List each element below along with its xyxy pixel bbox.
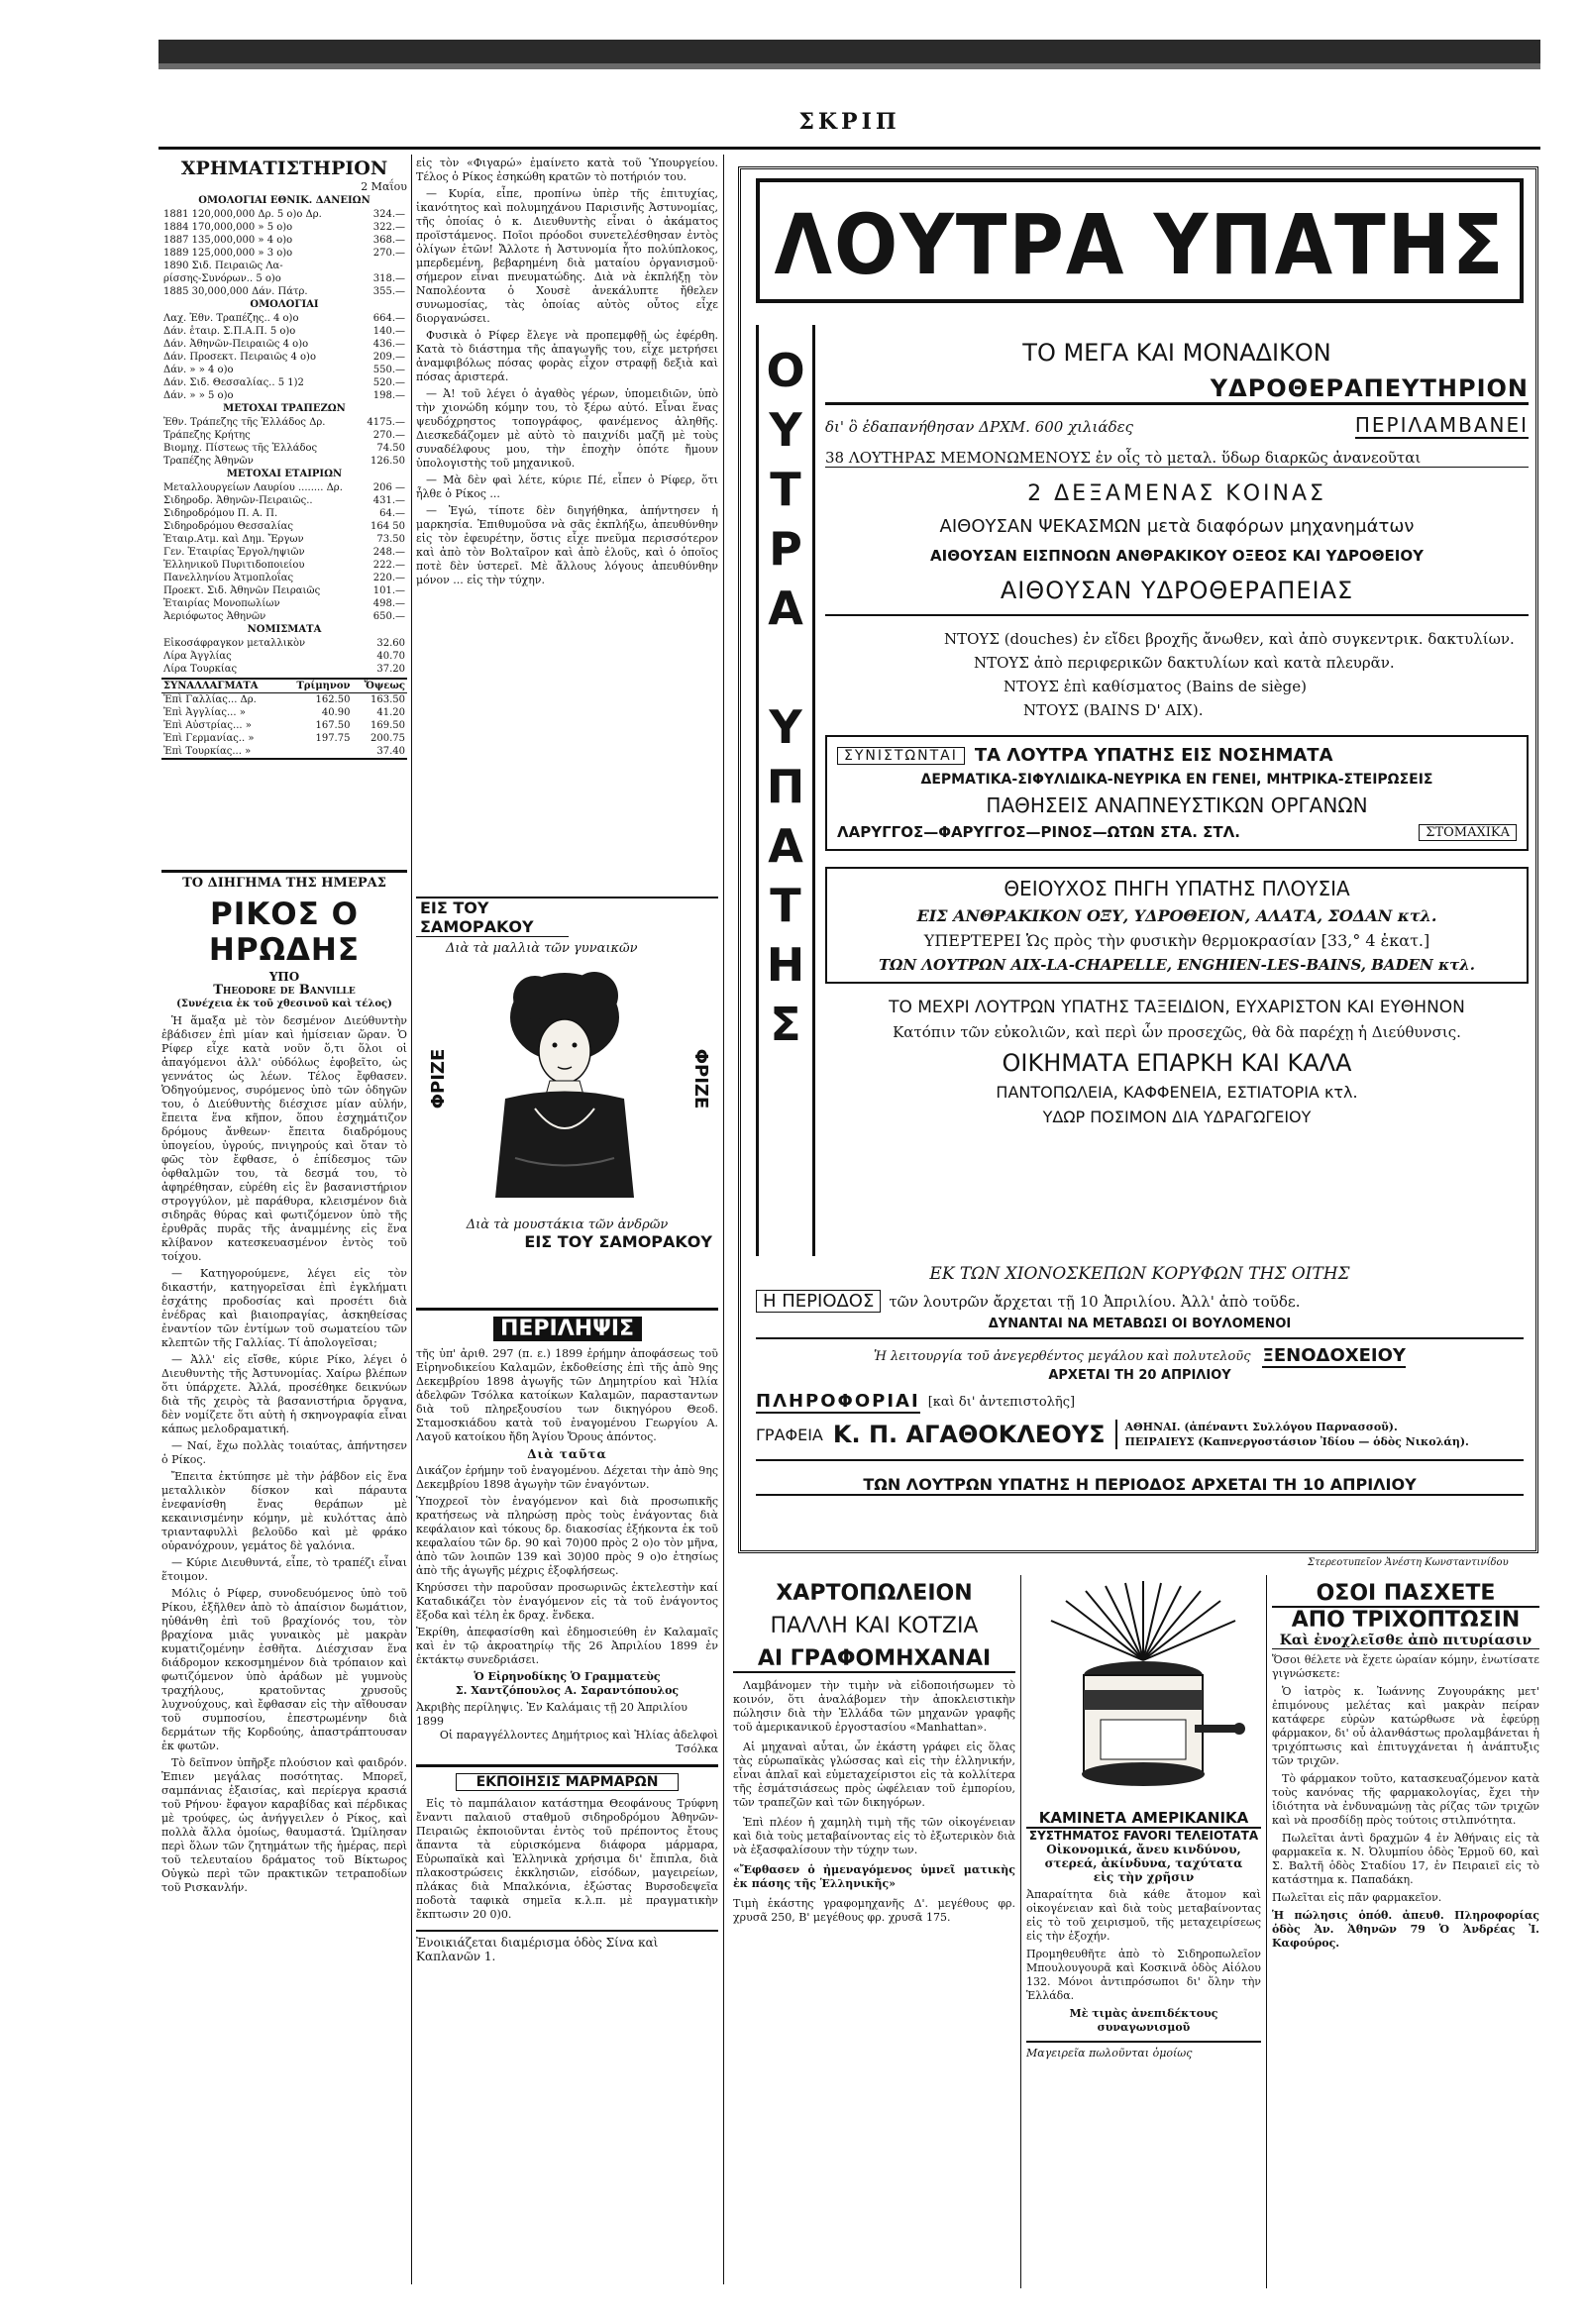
baths-line: Η ΠΕΡΙΟΔΟΣ bbox=[756, 1290, 881, 1313]
prize-label-left: ΦΡΙΖΕ bbox=[428, 1048, 449, 1109]
row-value: 74.50 bbox=[376, 443, 405, 454]
hair-loss-paragraph: Πωλεῖται εἰς πᾶν φαρμακεῖον. bbox=[1272, 1891, 1442, 1904]
hair-loss-paragraph: Τὸ φάρμακον τοῦτο, κατασκευαζόμενον κατὰ τοὺς κανόνας τῆς φαρμακολογίας, ἔχει τὴν ἰδιότητα νὰ ἐνδυναμώνῃ τὰς ρίζας τῶν τριχῶν καὶ νὰ προσδίδῃ πρὸς τούτοις στιλπνότητα. bbox=[1272, 1772, 1539, 1827]
top-band-shadow bbox=[158, 63, 1540, 69]
stove-title: ΚΑΜΙΝΕΤΑ ΑΜΕΡΙΚΑΝΙΚΑ bbox=[1026, 1809, 1261, 1829]
baths-line: 2 ΔΕΞΑΜΕΝΑΣ ΚΟΙΝΑΣ bbox=[1027, 481, 1326, 506]
vertical-letter: Ο bbox=[766, 344, 805, 397]
baths-line: ΝΤΟΥΣ (douches) ἐν εἴδει βροχῆς ἄνωθεν, καὶ ἀπὸ συγκεντρικ. δακτυλίων. bbox=[944, 630, 1515, 648]
row-value: 520.— bbox=[372, 377, 405, 388]
baths-line: ΑΙΘΟΥΣΑΝ ΕΙΣΠΝΟΩΝ ΑΝΘΡΑΚΙΚΟΥ ΟΞΕΟΣ ΚΑΙ ΥΔΡΟΘΕΙΟΥ bbox=[930, 547, 1424, 565]
coins-table bbox=[161, 637, 407, 676]
vertical-letter: Υ bbox=[769, 403, 802, 457]
legal-paragraph: τῆς ὑπ' ἀριθ. 297 (π. ε.) 1899 ἐρήμην ἀποφάσεως τοῦ Εἰρηνοδικείου Καλαμῶν, ἐκδοθείσης ἐπὶ τῆς ἀπὸ 9ης Δεκεμβρίου 1898 ἀγωγῆς τῶν Δημητρίου καὶ Ἠλία ἀδελφῶν Τσόλκα κατοίκων Καλαμῶν, παρασταντων διὰ τοῦ πληρεξουσίου των δικηγόρου Θεοδ. Σταμοσκιάδου κατὰ τοῦ ἐναγομένου Γεωργίου Α. Λαγοῦ κατοίκου ἤδη Ἁγίου Ὄρους ἀπόντος. bbox=[416, 1347, 718, 1443]
row-label: Γεν. Ἑταιρίας Ἐργολ/ηψιῶν bbox=[163, 547, 305, 558]
baths-line: ΣΥΝΙΣΤΩΝΤΑΙ bbox=[837, 747, 965, 765]
table-row bbox=[161, 546, 407, 559]
exchange-title: ΧΡΗΜΑΤΙΣΤΗΡΙΟΝ bbox=[180, 158, 388, 179]
row-value: 206 — bbox=[372, 482, 405, 493]
fx-col-header: Ὄψεως bbox=[364, 681, 405, 691]
row-value: 650.— bbox=[372, 611, 405, 622]
story-paragraph: — Ἐγώ, τίποτε δὲν διηγήθηκα, ἀπήντησεν ἡ μαρκησία. Ἐπιθυμοῦσα νὰ σᾶς ἐκπλήξω, ἀπευθύνθην εἰς τὸν ἐφευρέτην, ὅστις εἶχε πνεῦμα περισσότερον καὶ ἀπὸ τὸν Βολταῖρον καὶ ἀπὸ ἐλοῦς, καὶ ὁ ὁποῖος ποτὲ δὲν ὑστερεῖ. Μὲ ἄλλους λόγους ἀπευθύνθην μόνον ... εἰς τὴν τύχην. bbox=[416, 504, 718, 586]
row-value: 222.— bbox=[372, 560, 405, 571]
row-label: Ἑλληνικοῦ Πυριτιδοποιείου bbox=[163, 560, 305, 571]
hair-loss-title: ΟΣΟΙ ΠΑΣΧΕΤΕ bbox=[1272, 1581, 1539, 1608]
row-label: 1885 30,000,000 Δάν. Πάτρ. bbox=[163, 286, 308, 297]
hair-loss-subtitle: ΑΠΟ ΤΡΙΧΟΠΤΩΣΙΝ bbox=[1291, 1608, 1521, 1633]
story-paragraph: Τὸ δεῖπνον ὑπῆρξε πλούσιον καὶ φαιδρόν. Ἐπιεν μεγάλας ποσότητας. Μπορεῖ, σαμπάνιας ἐξαισίας, καὶ περίεργα κρασιά τοῦ Ρήνου· ἔφαγον καραβίδας καὶ πέρδικας μὲ τρούφες, ὡς ἀνήγγειλεν ὁ Ρίκος, καὶ πολλὰ ἄλλα ὁμοίως, θαυμαστά. Ὡμίλησαν περὶ ὅλων τῶν ζητημάτων τῆς ἡμέρας, περὶ τοῦ τελευταίου δράματος τοῦ Βίκτωρος Οὐγκὼ περὶ τῶν πρακτικῶν τετραποδίων τοῦ Ρισκανλήν. bbox=[161, 1756, 407, 1894]
legal-summary-title: ΠΕΡΙΛΗΨΙΣ bbox=[493, 1317, 642, 1341]
story-paragraph: Μόλις ὁ Ρίφερ, συνοδευόμενος ὑπὸ τοῦ Ρίκου, ἐξῆλθεν ἀπὸ τὸ ἀπαίσιον δωμάτιον, ηὑθάνθη ἐπὶ τοῦ βραχίονός του, τὸν βραχίονα μιᾶς γυναικὸς μὲ μακρὰν κυματιζομένην ἐσθῆτα. Διέσχισαν ἕνα διάδρομον κεκοσμημένον διὰ τρόπαιον καὶ φωτιζόμενον ὑπὸ ἀράδων μὲ γυμνοὺς τραχήλους, κρατοῦντας χρυσοῦς λυχνούχους, καὶ ἔφθασαν εἰς τὴν αἴθουσαν τοῦ συμποσίου, ἐπεστρωμένην διὰ δερμάτων τῆς Κορδούης, ἀπαστράπτουσαν ἐκ φωτῶν. bbox=[161, 1587, 407, 1752]
row-label: Βιομηχ. Πίστεως τῆς Ἑλλάδος bbox=[163, 443, 318, 454]
story-paragraph: — Ἀ! τοῦ λέγει ὁ ἀγαθὸς γέρων, ὑπομειδιῶν, ὑπὸ τὴν χιονώδη κόμην του, τὸ ξέρω αὐτό. Εἶναι ἕνας ψευδόχρηστος τοπογράφος, φανέμενος ἀληθῆς. Διεσκεδάζομεν μὲ αὐτὸ τὸ παιχνίδι μαζῆ μὲ τοὺς συναδέλφους μου, τὴν ἐποχὴν ὁπότε ἤμουν ὑπολογιστὴς τοῦ μηχανικοῦ. bbox=[416, 387, 718, 470]
table-row bbox=[161, 481, 407, 494]
legal-paragraph: Ἐκρίθη, ἀπεφασίσθη καὶ ἐδημοσιεύθη ἐν Καλαμαῖς καὶ ἐν τῷ ἀκροατηρίῳ τῆς 26 Ἀπριλίου 1899 ἐν ἐκτάκτῳ συνεδριάσει. bbox=[416, 1626, 718, 1666]
baths-line: ΤΟ ΜΕΧΡΙ ΛΟΥΤΡΩΝ ΥΠΑΤΗΣ ΤΑΞΕΙΔΙΟΝ, ΕΥΧΑΡΙΣΤΟΝ ΚΑΙ ΕΥΘΗΝΟΝ bbox=[889, 998, 1465, 1017]
auction-title: ΕΚΠΟΙΗΣΙΣ ΜΑΡΜΑΡΩΝ bbox=[456, 1773, 679, 1791]
fx-col-header: Τρίμηνον bbox=[296, 681, 351, 691]
story-title: ΡΙΚΟΣ Ο ΗΡΩΔΗΣ bbox=[208, 897, 361, 968]
row-label: Τραπέζης Ἀθηνῶν bbox=[163, 456, 254, 467]
row-value: 41.20 bbox=[376, 707, 405, 718]
row-value: 40.90 bbox=[321, 707, 351, 718]
legal-signers-titles: Ὁ Εἰρηνοδίκης Ὁ Γραμματεὺς bbox=[474, 1670, 661, 1683]
row-label: Δάν. Σιδ. Θεσσαλίας.. 5 1)2 bbox=[163, 377, 304, 388]
table-row bbox=[161, 234, 407, 247]
baths-line: ΥΔΡΟΘΕΡΑΠΕΥΤΗΡΙΟΝ bbox=[825, 374, 1529, 405]
vertical-letter: Σ bbox=[770, 998, 801, 1051]
baths-line: ΔΕΡΜΑΤΙΚΑ-ΣΙΦΥΛΙΔΙΚΑ-ΝΕΥΡΙΚΑ ΕΝ ΓΕΝΕΙ, ΜΗΤΡΙΚΑ-ΣΤΕΙΡΩΣΕΙΣ bbox=[920, 772, 1433, 788]
row-label: Σιδηροδρόμου Θεσσαλίας bbox=[163, 521, 293, 532]
stationery-paragraph: «Ἔφθασεν ὁ ἠμεναγόμενος ὑμνεῖ ματικὴς ἐκ πάσης τῆς Ἑλληνικῆς» bbox=[733, 1863, 1015, 1890]
row-label: Τράπεζης Κρήτης bbox=[163, 430, 251, 441]
row-label: Εἰκοσάφραγκον μεταλλικὸν bbox=[163, 638, 306, 649]
table-row bbox=[161, 584, 407, 597]
table-row bbox=[161, 520, 407, 533]
legal-summary bbox=[416, 1308, 718, 2288]
baths-line: ΓΡΑΦΕΙΑ bbox=[756, 1425, 823, 1444]
table-row bbox=[161, 732, 407, 745]
row-label: Λαχ. Ἐθν. Τραπέζης.. 4 ο)ο bbox=[163, 313, 299, 324]
story-paragraph: Ἡ ἅμαξα μὲ τὸν δεσμένον Διεύθυντὴν ἐβάδισεν ἐπὶ μίαν καὶ ἡμίσειαν ὥραν. Ὁ Ρίφερ εἶχε κατὰ νοῦν ὅ,τι ὅλοι οἱ ἀπαγόμενοι ἀλλ' οὐδόλως ἐφοβεῖτο, ὡς γεννάτος ὡς λέων. Τέλος ἔφθασεν. Ὁδηγούμενος, συρόμενος ὑπὸ τῶν ὁδηγῶν του, ὁ Διεύθυντὴς διέσχισε μίαν αὐλήν, ἔπειτα ἕνα κῆπον, ὅπου ἐσχημάτιζον δρόμους ἄνθεων· ἔπειτα διαδρόμους ὑπογείου, ὑγρούς, πνιγηρούς καὶ ὅταν τὸ φῶς τὸν ἔφθασε, ὁ ἐπίδεσμος τῶν ὀφθαλμῶν του, τὰ δεσμά του, τὸ ἀφηρέθησαν, εὑρέθη εἰς ἓν βασανιστήριον στρογγύλον, μὲ παράθυρα, κλεισμένον διὰ σιδηρᾶς θύρας καὶ φωτιζόμενον ὑπὸ τῆς ἐρυθρᾶς πυρᾶς τῆς ἀναμμένης εἰς ἕνα κλίβανον κατεσκευασμένον ἐντὸς τοῦ τοίχου. bbox=[161, 1014, 407, 1263]
baths-line: ΑΙΘΟΥΣΑΝ ΨΕΚΑΣΜΩΝ μετὰ διαφόρων μηχανημάτων bbox=[939, 516, 1415, 537]
row-label: Ἐπὶ Αὐστρίας... » bbox=[163, 720, 252, 731]
stove-features: Οἰκονομικά, ἄνευ κινδύνου, στερεά, ἀκίνδυνα, ταχύτατα bbox=[1044, 1843, 1243, 1870]
baths-line: ΝΤΟΥΣ (BAINS D' AIX). bbox=[1023, 701, 1204, 719]
legal-commissioners: Οἱ παραγγέλλοντες Δημήτριος καὶ Ἠλίας ἀδελφοὶ Τσόλκα bbox=[439, 1729, 718, 1755]
baths-line: ΑΙΘΟΥΣΑΝ ΥΔΡΟΘΕΡΑΠΕΙΑΣ bbox=[1000, 577, 1354, 604]
stationery-owners: ΠΑΛΛΗ ΚΑΙ ΚΟΤΖΙΑ bbox=[770, 1614, 979, 1638]
story-rule bbox=[161, 870, 407, 873]
row-value: 209.— bbox=[372, 352, 405, 363]
hair-loss-paragraph: Ὅσοι θέλετε νὰ ἔχετε ὡραίαν κόμην, ἐνωτίσατε γιγνώσκετε: bbox=[1272, 1653, 1539, 1680]
row-value: 32.60 bbox=[376, 638, 405, 649]
row-value: 101.— bbox=[372, 585, 405, 596]
table-row bbox=[161, 572, 407, 584]
hair-loss-paragraph: Ὁ ἰατρὸς κ. Ἰωάννης Ζυγουράκης μετ' ἐπιμόνους μελέτας καὶ μακρὰν πείραν κατάφερε εὑρὼν κατώρθωσε νὰ ἐφεύρῃ φάρμακον, δι' οὗ ἀλανθάστως προλαμβάνεται ἡ τριχόπτωσις καὶ ἐπιτυγχάνεται ἡ ἀνάπτυξις τῶν τριχῶν. bbox=[1272, 1685, 1539, 1767]
table-row bbox=[161, 507, 407, 520]
story-paragraph: Φυσικὰ ὁ Ρίφερ ἔλεγε νὰ προπεμφθῇ ὡς ἐφέρθη. Κατὰ τὸ διάστημα τῆς ἀπαγωγῆς του, εἶχε μετρήσει ἀναμφιβόλως πόσας φορὰς εἶχον στραφῇ δεξιὰ καὶ πόσας ἀριστερά. bbox=[416, 329, 718, 383]
row-value: 167.50 bbox=[315, 720, 351, 731]
row-label: 1881 120,000,000 Δρ. 5 ο)ο Δρ. bbox=[163, 209, 322, 220]
row-value: 164 50 bbox=[370, 521, 405, 532]
table-row bbox=[161, 364, 407, 376]
row-label: Ἑταιρίας Μονοπωλίων bbox=[163, 598, 280, 609]
row-value: 197.75 bbox=[315, 733, 351, 744]
baths-line: ΤΩΝ ΛΟΥΤΡΩΝ AIX-LA-CHAPELLE, ENGHIEN-LES-BAINS, BADEN κτλ. bbox=[878, 956, 1476, 974]
row-value: 200.75 bbox=[370, 733, 405, 744]
row-value: 248.— bbox=[372, 547, 405, 558]
row-value: 169.50 bbox=[370, 720, 405, 731]
legal-paragraph: Κηρύσσει τὴν παροῦσαν προσωρινῶς ἐκτελεστὴν καί Καταδικάζει τὸν ἐναγόμενον εἰς τὰ τοῦ ἐνάγοντος ἔξοδα καὶ τέλη ἐκ δραχ. ἕνδεκα. bbox=[416, 1581, 718, 1622]
vertical-letter: Τ bbox=[770, 463, 801, 516]
row-value: 73.50 bbox=[376, 534, 405, 545]
stationery-title: ΧΑΡΤΟΠΩΛΕΙΟΝ bbox=[776, 1581, 973, 1606]
top-dark-band bbox=[158, 40, 1540, 63]
baths-line: ΟΙΚΗΜΑΤΑ ΕΠΑΡΚΗ ΚΑΙ ΚΑΛΑ bbox=[1002, 1049, 1352, 1077]
table-row bbox=[161, 351, 407, 364]
table-row bbox=[161, 693, 407, 707]
baths-line: ΕΙΣ ΑΝΘΡΑΚΙΚΟΝ ΟΞΥ, ΥΔΡΟΘΕΙΟΝ, ΑΛΑΤΑ, ΣΟΔΑΝ κτλ. bbox=[916, 906, 1437, 925]
story-continuation bbox=[416, 157, 718, 890]
baths-line: ΝΤΟΥΣ ἐπὶ καθίσματος (Bains de siège) bbox=[1004, 678, 1307, 695]
legal-certification: Ἀκριβὴς περίληψις. Ἐν Καλάμαις τῇ 20 Ἀπριλίου 1899 bbox=[416, 1701, 687, 1728]
story-by: ΥΠΟ bbox=[268, 970, 300, 984]
stationery-paragraph: Τιμὴ ἑκάστης γραφομηχανῆς Δ'. μεγέθους φρ. χρυσᾶ 250, Β' μεγέθους φρ. χρυσᾶ 175. bbox=[733, 1897, 1015, 1924]
masthead: ΣΚΡΙΠ bbox=[798, 109, 900, 135]
stove-system: ΣΥΣΤΗΜΑΤΟΣ FAVORI ΤΕΛΕΙΟΤΑΤΑ bbox=[1028, 1829, 1259, 1843]
vertical-letter: Ρ bbox=[769, 522, 802, 576]
baths-line: ΠΛΗΡΟΦΟΡΙΑΙ bbox=[756, 1391, 920, 1412]
row-value: 37.20 bbox=[376, 664, 405, 675]
row-label: Δάν. » » 4 ο)ο bbox=[163, 365, 234, 375]
row-value: 270.— bbox=[372, 430, 405, 441]
baths-line: Ἡ λειτουργία τοῦ ἀνεγερθέντος μεγάλου καὶ πολυτελοῦς bbox=[874, 1349, 1251, 1364]
baths-line: ΛΑΡΥΓΓΟΣ—ΦΑΡΥΓΓΟΣ—ΡΙΝΟΣ—ΩΤΩΝ ΣΤΑ. ΣΤΛ. bbox=[837, 823, 1240, 841]
baths-line: τῶν λουτρῶν ἄρχεται τῇ 10 Ἀπριλίου. Ἀλλ' ἀπὸ τοῦδε. bbox=[889, 1292, 1301, 1311]
baths-line: ΥΠΕΡΤΕΡΕΙ Ὡς πρὸς τὴν φυσικὴν θερμοκρασίαν [33,° 4 ἑκατ.] bbox=[923, 931, 1430, 950]
table-row bbox=[161, 559, 407, 572]
recommended-box bbox=[825, 735, 1529, 851]
baths-line: 38 ΛΟΥΤΗΡΑΣ ΜΕΜΟΝΩΜΕΝΟΥΣ ἐν οἷς τὸ μεταλ. ὕδωρ διαρκῶς ἀνανεοῦται bbox=[825, 449, 1529, 468]
row-value bbox=[363, 260, 407, 272]
row-value: 163.50 bbox=[370, 694, 405, 705]
exchange-date: 2 Μαΐου bbox=[361, 180, 407, 193]
row-label: Σιδηροδρ. Ἀθηνῶν-Πειραιῶς.. bbox=[163, 495, 313, 506]
hair-ad-footer: Διὰ τὰ μουστάκια τῶν ἀνδρῶν bbox=[466, 1217, 669, 1232]
stationery-ad bbox=[733, 1581, 1015, 2284]
row-label: Ἐπὶ Τουρκίας... » bbox=[163, 746, 252, 757]
baths-line: δι' ὃ ἐδαπανήθησαν ΔΡΧΜ. 600 χιλιάδες bbox=[825, 418, 1134, 436]
vertical-letter: Α bbox=[768, 819, 803, 873]
row-value: 198.— bbox=[372, 390, 405, 401]
row-value bbox=[282, 745, 353, 759]
bonds-table bbox=[161, 208, 407, 298]
story-author: Theodore de Banville bbox=[213, 983, 356, 998]
row-value: 318.— bbox=[372, 273, 405, 284]
table-row bbox=[161, 650, 407, 663]
row-label: ρίσσης-Συνόρων.. 5 ο)ο bbox=[163, 273, 281, 284]
story-paragraph: — Μὰ δὲν φαὶ λέτε, κύριε Πέ, εἶπεν ὁ Ρίφερ, ὅτι ἦλθε ὁ Ρίκος ... bbox=[416, 474, 718, 500]
row-label: Λίρα Τουρκίας bbox=[163, 664, 238, 675]
stove-ad bbox=[1026, 1581, 1261, 2284]
masthead-rule bbox=[158, 147, 1540, 150]
row-label: Μεταλλουργείων Λαυρίου ........ Δρ. bbox=[163, 482, 343, 493]
table-row bbox=[161, 285, 407, 298]
baths-ad-lower bbox=[756, 1264, 1524, 1496]
stove-usage: εἰς τὴν χρῆσιν bbox=[1093, 1870, 1195, 1884]
table-row bbox=[161, 455, 407, 468]
row-value: 126.50 bbox=[370, 456, 405, 467]
row-label: Ἀεριόφωτος Ἀθηνῶν bbox=[163, 611, 266, 622]
baths-line: ΕΚ ΤΩΝ ΧΙΟΝΟΣΚΕΠΩΝ ΚΟΡΥΦΩΝ ΤΗΣ ΟΙΤΗΣ bbox=[929, 1264, 1350, 1284]
stationery-paragraph: Αἱ μηχαναὶ αὗται, ὧν ἑκάστη γράφει εἰς ὅλας τὰς εὐρωπαϊκὰς γλώσσας καὶ εἰς τὴν ἑλληνικήν, εἶναι ἁπλαῖ καὶ εὐμεταχείριστοι εἰς τὰ κολλίτερα τῆς ἐσμάτσιάσεως πρὸς ὠφέλειαν τοῦ ἐμπορίου, τῶν τραπεζῶν καὶ τῶν δικηγόρων. bbox=[733, 1741, 1015, 1809]
row-value: 64.— bbox=[379, 508, 405, 519]
row-label: Ἑταιρ.Ατμ. καὶ Δημ. Ἔργων bbox=[163, 534, 304, 545]
row-label: Ἐπὶ Ἀγγλίας... » bbox=[163, 707, 246, 718]
baths-line: ΝΤΟΥΣ ἀπὸ περιφερικῶν δακτυλίων καὶ κατὰ πλευρᾶν. bbox=[974, 654, 1395, 672]
stationery-product: ΑΙ ΓΡΑΦΟΜΗΧΑΝΑΙ bbox=[733, 1646, 1015, 1673]
baths-ad bbox=[738, 166, 1538, 1553]
table-row bbox=[161, 260, 407, 272]
exchange-section-banks: ΜΕΤΟΧΑΙ ΤΡΑΠΕΖΩΝ bbox=[223, 403, 346, 414]
table-row bbox=[161, 442, 407, 455]
exchange-section-companies: ΜΕΤΟΧΑΙ ΕΤΑΙΡΙΩΝ bbox=[226, 469, 343, 479]
row-value: 431.— bbox=[372, 495, 405, 506]
vertical-letter: Τ bbox=[770, 879, 801, 932]
exchange-section-oblig: ΟΜΟΛΟΓΙΑΙ bbox=[250, 299, 319, 310]
baths-line: ΠΕΡΙΛΑΜΒΑΝΕΙ bbox=[1354, 413, 1529, 437]
column-divider-2 bbox=[723, 155, 724, 2284]
table-row bbox=[161, 247, 407, 260]
row-label: 1884 170,000,000 » 5 ο)ο bbox=[163, 222, 293, 233]
stereotype-credit: Στερεοτυπεῖον Ἀνέστη Κωνσταντινίδου bbox=[1308, 1557, 1509, 1568]
table-row bbox=[161, 745, 407, 759]
stationery-paragraph: Ἐπὶ πλέον ἡ χαμηλὴ τιμὴ τῆς τῶν οἰκογένειαν καὶ διὰ τοὺς μεταβαίνοντας εἰς τὸ ἐξωτερικὸν διὰ νὰ ἐξασφαλίσουν τὴν τύχην των. bbox=[733, 1816, 1015, 1856]
row-label: Δάν. ἑταιρ. Σ.Π.Α.Π. 5 ο)ο bbox=[163, 326, 296, 337]
baths-line: ΔΥΝΑΝΤΑΙ ΝΑ ΜΕΤΑΒΩΣΙ ΟΙ ΒΟΥΛΟΜΕΝΟΙ bbox=[988, 1317, 1292, 1331]
row-label: 1890 Σιδ. Πειραιῶς Λα- bbox=[163, 261, 283, 271]
baths-ad-title: ΛΟΥΤΡΑ ΥΠΑΤΗΣ bbox=[756, 178, 1524, 303]
vertical-letter: Η bbox=[766, 938, 805, 992]
story-paragraph: — Κυρία, εἶπε, προπίνω ὑπὲρ τῆς ἐπιτυχίας, ἱκανότητος καὶ πολυμηχάνου Παρισινῆς Ἀστυνομίας, τῆς ὁποίας ὁ κ. Διευθυντὴς εἶναι ὁ ἀκάματος προϊστάμενος. Ποῖοι πρόοδοι συνετελέσθησαν ἐντὸς ὀλίγων ἐτῶν! Ἄλλοτε ἡ Ἀστυνομία ἦτο πολύπλοκος, μπερδεμένη, βεβαρημένη διὰ ματαίου ὀργανισμοῦ· σήμερον εἶναι πνευματώδης. Διὰ νὰ ἐκπλήξῃ τὸν Ναπολέοντα ὁ Χουσὲ ἀνεκάλυπτε ἤθελεν συνωμοσίας, τὰς ὁποίας αὐτὸς οὗτος εἶχε διοργανώσει. bbox=[416, 187, 718, 325]
table-row bbox=[161, 706, 407, 719]
vertical-letter: Υ bbox=[769, 700, 802, 754]
row-value: 322.— bbox=[372, 222, 405, 233]
row-value: 40.70 bbox=[376, 651, 405, 662]
story-paragraph: — Ναί, ἔχω πολλὰς τοιαύτας, ἀπήντησεν ὁ Ρίκος. bbox=[161, 1439, 407, 1466]
row-label: Σιδηροδρόμου Π. Α. Π. bbox=[163, 508, 278, 519]
table-row bbox=[161, 610, 407, 623]
baths-vertical-title bbox=[756, 325, 815, 1256]
stove-paragraph: Ἀπαραίτητα διὰ κάθε ἄτομον καὶ οἰκογένειαν καὶ διὰ τοὺς μεταβαίνοντας εἰς τὸ τοῦ χειρισμοῦ, τῆς μεταχειρίσεως εἰς τὴν ἐξοχήν. bbox=[1026, 1888, 1261, 1943]
hair-loss-condition: Καὶ ἐνοχλεῖσθε ἀπὸ πιτυρίασιν bbox=[1272, 1633, 1539, 1649]
exchange-section bbox=[161, 157, 407, 760]
baths-line: ΑΡΧΕΤΑΙ ΤΗ 20 ΑΠΡΙΛΙΟΥ bbox=[1048, 1368, 1231, 1383]
row-value: 550.— bbox=[372, 365, 405, 375]
rental-notice: Ἐνοικιάζεται διαμέρισμα ὁδὸς Σίνα καὶ Καπλανῶν 1. bbox=[416, 1936, 659, 1963]
story-section bbox=[161, 870, 407, 2276]
row-label: Ἐπὶ Γαλλίας... Δρ. bbox=[163, 694, 257, 705]
fx-table bbox=[161, 678, 407, 760]
baths-line: ΑΘΗΝΑΙ. (ἀπέναντι Συλλόγου Παρνασσοῦ). bbox=[1124, 1421, 1398, 1433]
fx-col-header: ΣΥΝΑΛΛΑΓΜΑΤΑ bbox=[163, 681, 259, 691]
hair-loss-paragraph: Ἡ πώλησις ὁπόθ. ἀπευθ. Πληροφορίας ὁδὸς Ἀν. Ἀθηνῶν 79 Ὁ Ἀνδρέας Ἰ. Καφούρος. bbox=[1272, 1909, 1539, 1950]
baths-line: ΘΕΙΟΥΧΟΣ ΠΗΓΗ ΥΠΑΤΗΣ ΠΛΟΥΣΙΑ bbox=[1004, 877, 1350, 900]
table-row bbox=[161, 376, 407, 389]
table-row bbox=[161, 338, 407, 351]
stove-paragraph: Προμηθευθῆτε ἀπὸ τὸ Σιδηροπωλεῖον Μπουλουγουρᾶ καὶ Κοσκινᾶ ὁδὸς Αἰόλου 132. Μόνοι ἀντιπρόσωποι δι' ὅλην τὴν Ἑλλάδα. bbox=[1026, 1948, 1261, 2002]
baths-line: ΠΑΘΗΣΕΙΣ ΑΝΑΠΝΕΥΣΤΙΚΩΝ ΟΡΓΑΝΩΝ bbox=[986, 793, 1368, 817]
baths-line: ΤΩΝ ΛΟΥΤΡΩΝ ΥΠΑΤΗΣ Η ΠΕΡΙΟΔΟΣ ΑΡΧΕΤΑΙ ΤΗ 10 ΑΠΡΙΛΙΟΥ bbox=[756, 1475, 1524, 1496]
story-kicker: ΤΟ ΔΙΗΓΗΜΑ ΤΗΣ ΗΜΕΡΑΣ bbox=[182, 876, 386, 891]
row-value: 368.— bbox=[372, 235, 405, 246]
table-row bbox=[161, 272, 407, 285]
legal-paragraph: Ὑποχρεοῖ τὸν ἐναγόμενον καὶ διὰ προσωπικῆς κρατήσεως νὰ πληρώσῃ πρὸς τοὺς ἐνάγοντας διὰ κεφάλαιον καὶ τόκους δρ. διακοσίας ἑξήκοντα ἐκ τοῦ κεφαλαίου τῶν δρ. 90 καὶ 70)00 πρὸς 2 ο)ο τὸν μῆνα, ἀπὸ τῶν λοιπῶν 139 καὶ 30)00 πρὸς 9 ο)ο ἐτησίως ἀπὸ τῆς ἀγωγῆς μέχρις ἐξοφλήσεως. bbox=[416, 1495, 718, 1577]
table-row bbox=[161, 719, 407, 732]
row-label: Δάν. Ἀθηνῶν-Πειραιῶς 4 ο)ο bbox=[163, 339, 309, 350]
hair-ad bbox=[416, 897, 718, 1293]
companies-table bbox=[161, 481, 407, 623]
baths-line: Κ. Π. ΑΓΑΘΟΚΛΕΟΥΣ bbox=[832, 1421, 1106, 1448]
table-row bbox=[161, 389, 407, 402]
baths-line: ΤΑ ΛΟΥΤΡΑ ΥΠΑΤΗΣ ΕΙΣ ΝΟΣΗΜΑΤΑ bbox=[974, 745, 1333, 766]
row-label: Ἐπὶ Γερμανίας.. » bbox=[163, 733, 255, 744]
auction-text: Εἰς τὸ παμπάλαιον κατάστημα Θεοφάνους Τρύφνη ἔναντι παλαιοῦ σταθμοῦ σιδηροδρόμου Ἀθηνῶν-Πειραιῶς ἐκποιοῦνται ἐντὸς τοῦ πρέποντος ἔτους ἅπαντα τὰ εὑρισκόμενα διάφορα μάρμαρα, Εὐρωπαϊκὰ καὶ Ἑλληνικὰ χρήσιμα δι' ἔπιπλα, διὰ πλακοστρώσεις ἐκκλησιῶν, εἰσόδων, μαγειρείων, πλάκας διὰ Μπαλκόνια, ἐξώστας Βυρσοδεψεῖα ποδοτὰ ταφικὰ σημεῖα κ.λ.π. μὲ πραγματικὴν ἔκπτωσιν 20 0)0. bbox=[416, 1797, 718, 1921]
bottom-divider-1 bbox=[1020, 1575, 1021, 2288]
exchange-section-coins: ΝΟΜΙΣΜΑΤΑ bbox=[247, 624, 322, 635]
baths-line: ΥΔΩΡ ΠΟΣΙΜΟΝ ΔΙΑ ΥΔΡΑΓΩΓΕΙΟΥ bbox=[1042, 1108, 1312, 1126]
table-row bbox=[161, 221, 407, 234]
story-note: (Συνέχεια ἐκ τοῦ χθεσινοῦ καὶ τέλος) bbox=[176, 999, 392, 1009]
baths-line: [καὶ δι' ἀντεπιστολῆς] bbox=[927, 1395, 1076, 1410]
baths-line: ΠΑΝΤΟΠΩΛΕΙΑ, ΚΑΦΦΕΝΕΙΑ, ΕΣΤΙΑΤΟΡΙΑ κτλ. bbox=[996, 1083, 1358, 1102]
woman-portrait-illustration bbox=[416, 960, 718, 1217]
row-value: 270.— bbox=[372, 248, 405, 259]
story-paragraph: Ἔπειτα ἐκτύπησε μὲ τὴν ῥάβδον εἰς ἕνα μεταλλικὸν δίσκον καὶ πάραυτα ἐνεφανίσθη ἕνας θεράπων μὲ κεκαινισμένην κόμην, μὲ κυλόττας ἀπὸ τριανταφυλλὶ βελοῦδο καὶ μὲ φράκο οὐρανόχρουν, γεμάτος δὲ γαλόνια. bbox=[161, 1470, 407, 1552]
table-row bbox=[161, 312, 407, 325]
hair-ad-subtitle: Διὰ τὰ μαλλιὰ τῶν γυναικῶν bbox=[446, 941, 638, 956]
vertical-letter: Α bbox=[768, 581, 803, 635]
baths-line: Κατόπιν τῶν εὐκολιῶν, καὶ περὶ ὧν προσεχῶς, θὰ δὰ παρέχῃ ἡ Διεύθυνσις. bbox=[893, 1023, 1461, 1041]
table-row bbox=[161, 663, 407, 676]
row-label: Δάν. » » 5 ο)ο bbox=[163, 390, 234, 401]
legal-paragraph: Δικάζον ἐρήμην τοῦ ἐναγομένου. Δέχεται τὴν ἀπὸ 9ης Δεκεμβρίου 1898 ἀγωγὴν τῶν ἐναγόντων. bbox=[416, 1464, 718, 1491]
row-label: Λίρα Ἀγγλίας bbox=[163, 651, 232, 662]
baths-ad-body bbox=[825, 325, 1529, 1126]
story-paragraph: — Ἀλλ' εἰς εἴσθε, κύριε Ρίκο, λέγει ὁ Διευθυντὴς τῆς Ἀστυνομίας. Χαίρω βλέπων ὅτι ὑπάρχετε. Ἀλλά, προσέθηκε δεικνύων διὰ τῆς χειρὸς τὰ βασανιστήρια ὄργανα, δὲν νομίζετε ὅτι αὐτὴ ἡ σκηνογραφία εἶναι κάπως μελοδραματική. bbox=[161, 1353, 407, 1435]
vertical-letter: Π bbox=[766, 760, 805, 813]
table-row bbox=[161, 325, 407, 338]
table-row bbox=[161, 416, 407, 429]
row-value: 355.— bbox=[372, 286, 405, 297]
row-value: 498.— bbox=[372, 598, 405, 609]
hair-ad-footer-title: ΕΙΣ ΤΟΥ ΣΑΜΟΡΑΚΟΥ bbox=[524, 1232, 712, 1251]
row-label: Πανελληνίου Ἀτμοπλοΐας bbox=[163, 573, 294, 583]
column-divider-1 bbox=[411, 155, 412, 2284]
row-value: 436.— bbox=[372, 339, 405, 350]
row-value: 162.50 bbox=[315, 694, 351, 705]
story-paragraph: — Κύριε Διευθυντά, εἶπε, τὸ τραπέζι εἶναι ἕτοιμον. bbox=[161, 1556, 407, 1583]
row-value: 140.— bbox=[372, 326, 405, 337]
row-label: Ἐθν. Τράπεζης τῆς Ἑλλάδος Δρ. bbox=[163, 417, 326, 428]
oblig-table bbox=[161, 312, 407, 402]
stove-kitchens: Μαγειρεῖα πωλοῦνται ὁμοίως bbox=[1026, 2041, 1261, 2060]
stove-price-note: Μὲ τιμὰς ἀνεπιδέκτους συναγωνισμοῦ bbox=[1069, 2007, 1218, 2034]
baths-line: ΞΕΝΟΔΟΧΕΙΟΥ bbox=[1262, 1345, 1406, 1366]
table-row bbox=[161, 494, 407, 507]
baths-line: ΠΕΙΡΑΙΕΥΣ (Καπνεργοστάσιον Ἰδίου — ὁδὸς Νικολάη). bbox=[1124, 1435, 1469, 1448]
row-label: Προεκτ. Σιδ. Ἀθηνῶν Πειραιῶς bbox=[163, 585, 321, 596]
row-value: 37.40 bbox=[376, 746, 405, 757]
table-header-row bbox=[161, 679, 407, 693]
spring-box bbox=[825, 867, 1529, 984]
row-value: 4175.— bbox=[367, 417, 405, 428]
row-label: Δάν. Προσεκτ. Πειραιῶς 4 ο)ο bbox=[163, 352, 316, 363]
legal-subheading: Διὰ ταῦτα bbox=[527, 1447, 607, 1461]
story-paragraph: — Κατηγορούμενε, λέγει εἰς τὸν δικαστήν, κατηγορεῖσαι ἐπὶ ἐγκλήματι ἐσχάτης προδοσίας καὶ προσέτι διὰ ἐνέδρας καὶ βιαιοπραγίας, ἀσκηθείσας ἐναντίον τῶν ἐντίμων τοῦ σωματείου τῶν κλεπτῶν τῆς Γαλλίας. Τί ἀπολογεῖσαι; bbox=[161, 1267, 407, 1349]
prize-label-right: ΦΡΙΖΕ bbox=[690, 1048, 711, 1109]
table-row bbox=[161, 208, 407, 221]
bottom-divider-2 bbox=[1266, 1575, 1267, 2288]
banks-table bbox=[161, 416, 407, 468]
table-row bbox=[161, 533, 407, 546]
row-label: 1889 125,000,000 » 3 ο)ο bbox=[163, 248, 293, 259]
row-label: 1887 135,000,000 » 4 ο)ο bbox=[163, 235, 293, 246]
table-row bbox=[161, 637, 407, 650]
exchange-section-bonds: ΟΜΟΛΟΓΙΑΙ ΕΘΝΙΚ. ΔΑΝΕΙΩΝ bbox=[198, 195, 370, 206]
table-row bbox=[161, 429, 407, 442]
row-value: 220.— bbox=[372, 573, 405, 583]
baths-line: ΣΤΟΜΑΧΙΚΑ bbox=[1419, 824, 1517, 841]
stove-illustration bbox=[1026, 1581, 1261, 1809]
hair-ad-title: ΕΙΣ ΤΟΥ ΣΑΜΟΡΑΚΟΥ bbox=[416, 898, 569, 937]
row-value: 324.— bbox=[372, 209, 405, 220]
legal-signers-names: Σ. Χαντζόπουλος Α. Σαραντόπουλος bbox=[455, 1684, 680, 1697]
hair-loss-ad bbox=[1272, 1581, 1539, 2284]
row-value: 664.— bbox=[372, 313, 405, 324]
baths-line: ΤΟ ΜΕΓΑ ΚΑΙ ΜΟΝΑΔΙΚΟΝ bbox=[1022, 339, 1331, 367]
story-paragraph: εἰς τὸν «Φιγαρώ» ἐμαίνετο κατὰ τοῦ Ὑπουργείου. Τέλος ὁ Ρίκος ἐσηκώθη κρατῶν τὸ ποτήριόν του. bbox=[416, 157, 718, 183]
table-row bbox=[161, 597, 407, 610]
stationery-paragraph: Λαμβάνομεν τὴν τιμὴν νὰ εἰδοποιήσωμεν τὸ κοινόν, ὅτι ἀναλάβομεν τὴν ἀποκλειστικὴν πώλησιν διὰ τὴν Ἑλλάδα τῶν μηχανῶν γραφῆς τοῦ ἀμερικανικοῦ ἐργοστασίου «Manhattan». bbox=[733, 1679, 1015, 1734]
hair-loss-paragraph: Πωλεῖται ἀντὶ δραχμῶν 4 ἐν Ἀθήναις εἰς τὰ φαρμακεῖα κ. Ν. Ὀλυμπίου ὁδὸς Ἑρμοῦ 60, καὶ Σ. Βαλτῆ ὁδὸς Σταδίου 17, ἐν Πειραιεῖ εἰς τὸ κατάστημα κ. Παπαδάκη. bbox=[1272, 1832, 1539, 1886]
